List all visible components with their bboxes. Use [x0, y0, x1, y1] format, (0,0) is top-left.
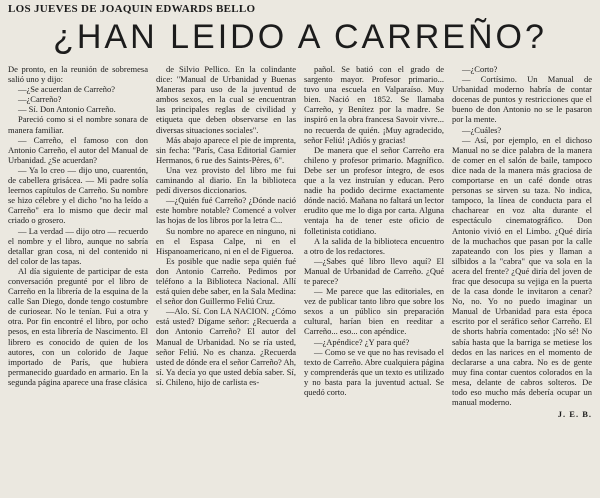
paragraph: —¿Se acuerdan de Carreño? [18, 84, 115, 95]
text-column-2 [156, 64, 296, 491]
paragraph: de Silvio Pellico. En la colindante dice: "Manual de Urbanidad y Buenas Maneras para uso de la juventud de ambos sexos, en la cual se encuentran las principales reglas de civilidad y etiqueta que deben observarse en las diversas situaciones sociales". [156, 64, 296, 135]
paragraph: — Cortísimo. Un Manual de Urbanidad moderno habría de contar docenas de puntos y restricciones que el bueno de don Antonio no se le pasaron por la mente. [452, 74, 592, 125]
author-signature: J. E. B. [557, 409, 592, 420]
text-column-3 [304, 64, 444, 491]
paragraph: —¿Quién fué Carreño? ¿Dónde nació este hombre notable? Comencé a volver las hojas de los libros por la letra C... [156, 195, 296, 226]
column-kicker: LOS JUEVES DE JOAQUIN EDWARDS BELLO [8, 3, 256, 15]
article-headline: ¿HAN LEIDO A CARREÑO? [53, 18, 547, 56]
paragraph: — Así, por ejemplo, en el dichoso Manual no se dice palabra de la manera de comer en el salón de baile, tampoco dice nada de la manera más graciosa de comportarse en un café donde otras personas se sirven su taza. No indica, tampoco, la línea de conducta para el chacharear en voz alta durante el espectáculo cinematográfico. Don Antonio vivió en el Limbo. ¿Qué diría de la muchachos que pasan por la calle zapateando con los pies y llaman a silbidos a la "cabra" que va sola en la acera del frente? ¿Qué diría del joven de frac que desocupa su vejiga en la puerta de la casa donde le invitaron a cenar? No, no. Yo no puedo imaginar un Manual de Urbanidad para esta época escrito por el seráfico señor Carreño. El de shorts habría comentado: ¡No sé! No sabía hasta que la barriga se metiese los dedos en las narices en el momento de declararse a una cabra. No es de gente muy fina contar cuentos colorados en la mesa, delante de cabros solteros. De todo eso mucho más debería ocupar un manual moderno. [452, 134, 592, 408]
paragraph: — Ya lo creo — dijo uno, cuarentón, de cabellera grisácea. — Mi padre solía leernos capítulos de Carreño. Su nombre se hizo célebre y el dicho "no ha leído a Carreño" era lo mismo que decir mal criado o grosero. [8, 164, 148, 226]
paragraph: — La verdad — dijo otro — recuerdo el nombre y el libro, aunque no sabría detallar gran cosa, ni del contenido ni del color de las tapas. [8, 225, 148, 266]
paragraph: Su nombre no aparece en ninguno, ni en el Espasa Calpe, ni en el Hispanoamericano, ni en el de Figueroa. [156, 225, 296, 256]
paragraph: —Alo. Sí. Con LA NACION. ¿Cómo está usted? Dígame señor: ¿Recuerda a don Antonio Carreño? El autor del Manual de Urbanidad. No se ría usted, señor Feliú. No es chanza. ¿Recuerda usted de dónde era el señor Carreño? Ah, sí. Ya decía yo que usted debía saber. Sí, sí. Chileno, hijo de carlista es- [156, 306, 296, 387]
paragraph: pañol. Se batió con el grado de sargento mayor. Profesor primario... tuvo una escuela en Valparaíso. Muy bien. Nació en 1852. Se llamaba Carreño, y Benítez por la madre. Se inspiró en la obra francesa Savoir vivre... no recuerda de quién. ¡Muy agradecido, señor Feliú! ¡Adiós y gracias! [304, 64, 444, 145]
paragraph: Una vez provisto del libro me fui caminando al diario. En la biblioteca pedí diversos diccionarios. [156, 164, 296, 196]
paragraph: —¿Sabes qué libro llevo aquí? El Manual de Urbanidad de Carreño. ¿Qué te parece? [304, 255, 444, 286]
paragraph: Pareció como si el nombre sonara de manera familiar. [8, 114, 148, 135]
paragraph: De manera que el señor Carreño era chileno y profesor primario. Magnífico. Debe ser un profesor íntegro, de esos que a la vez instruían y educan. Pero nadie ha podido decirme exactamente dónde nació. Mañana no faltará un lector erudito que me lo diga por carta. Alguna ventaja ha de tener este oficio de folletinista cotidiano. [304, 144, 444, 236]
paragraph: — Como se ve que no has revisado el texto de Carreño. Abre cualquiera página y comprenderás que un texto es utilizado y no basta para la juventud actual. Se quedó corto. [304, 346, 444, 397]
text-column-4 [452, 64, 592, 491]
paragraph: —¿Corto? [462, 64, 498, 74]
paragraph: De pronto, en la reunión de sobremesa salió uno y dijo: [8, 64, 148, 85]
text-column-1 [8, 64, 148, 491]
paragraph: Más abajo aparece el pie de imprenta, sin fecha: "París, Casa Editorial Garnier Hermanos, 6 rue des Saints-Pères, 6". [156, 134, 296, 165]
paragraph: — Sí. Don Antonio Carreño. [18, 104, 116, 115]
paragraph: A la salida de la biblioteca encuentro a otro de los redactores. [304, 235, 444, 256]
paragraph: — Me parece que las editoriales, en vez de publicar tanto libro que sobre los sexos a un público sin preparación cultural, harían bien en reeditar a Carreño... eso... con apéndice. [304, 286, 444, 337]
paragraph: —¿Carreño? [18, 94, 62, 105]
paragraph: —¿Apéndice? ¿Y para qué? [314, 336, 410, 347]
paragraph: Es posible que nadie sepa quién fué don Antonio Carreño. Pedimos por teléfono a la Biblioteca Nacional. Allí está quien debe saber, en la Sala Medina: el señor don Guillermo Feliú Cruz. [156, 255, 296, 307]
paragraph: — Carreño, el famoso con don Antonio Carreño, el autor del Manual de Urbanidad. ¿Se acuerdan? [8, 134, 148, 165]
article-body [8, 64, 592, 491]
paragraph: —¿Cuáles? [462, 124, 502, 135]
paragraph: Al día siguiente de participar de esta conversación pregunté por el libro de Carreño en la librería de la esquina de la calle San Diego, donde tengo costumbre de curiosear. No le tenían. Fui a otra y otra. Por fin encontré el libro, por ocho pesos, en esta librería de Nascimento. El librero es conocido de quien de los autores, con un colorido de Jaque importado de París, que hubiera permanecido guardado en armario. En la segunda página aparece una frase clásica [8, 265, 148, 387]
